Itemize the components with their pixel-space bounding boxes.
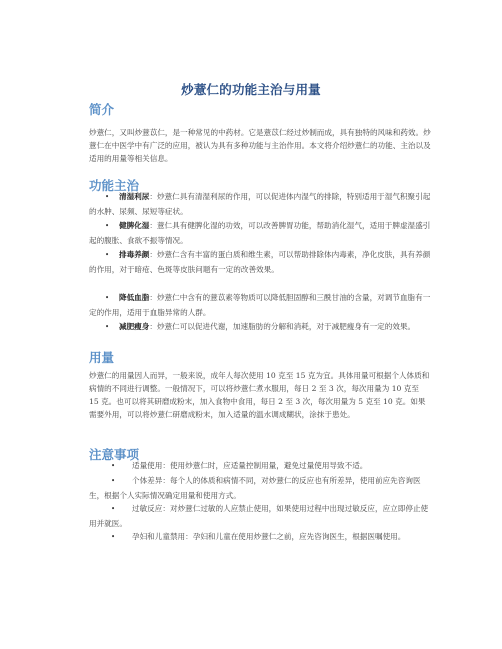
function-term: 健脾化湿	[119, 221, 150, 230]
function-text: ：炒薏仁具有清湿利尿的作用，可以促进体内湿气的排除，特别适用于湿气积聚引起的水肿、尿频、尿短等症状。	[89, 192, 431, 216]
functions-heading: 功能主治	[89, 178, 140, 193]
function-item	[89, 291, 431, 319]
function-term: 降低血脂	[119, 293, 150, 302]
note-item	[89, 530, 431, 545]
bullet-icon: •	[105, 294, 110, 302]
note-text: 个体差异：每个人的体质和病情不同，对炒薏仁的反应也有所差异，使用前应先咨询医生，根据个人实际情况确定用量和使用方式。	[89, 476, 421, 500]
document-title: 炒薏仁的功能主治与用量	[181, 82, 321, 97]
note-item	[89, 459, 431, 474]
function-term: 减肥瘦身	[119, 322, 150, 331]
bullet-icon: •	[105, 193, 110, 201]
note-text: 孕妇和儿童禁用：孕妇和儿童在使用炒薏仁之前，应先咨询医生，根据医嘱使用。	[132, 532, 406, 541]
function-item	[89, 190, 431, 218]
notes-heading: 注意事项	[89, 447, 140, 462]
function-term: 清湿利尿	[119, 192, 150, 201]
function-text: ：炒薏仁可以促进代谢，加速脂肪的分解和消耗，对于减肥瘦身有一定的效果。	[149, 322, 416, 331]
bullet-icon: •	[105, 251, 110, 259]
note-item	[89, 474, 431, 502]
intro-paragraph: 炒薏仁，又叫炒薏苡仁，是一种常见的中药材。它是薏苡仁经过炒制而成，具有独特的风味和药效。炒薏仁在中医学中有广泛的应用，被认为具有多种功能与主治作用。本文将介绍炒薏仁的功能、主治以及适用的用量等相关信息。	[89, 128, 431, 163]
function-item	[89, 219, 431, 247]
function-item	[89, 320, 431, 335]
note-item	[89, 502, 431, 530]
function-text: ：薏仁具有健脾化湿的功效，可以改善脾胃功能，帮助消化湿气，适用于脾虚湿盛引起的腹胀、食欲不振等情况。	[89, 221, 431, 245]
dosage-heading: 用量	[89, 350, 115, 365]
bullet-icon: •	[111, 533, 116, 541]
bullet-icon: •	[111, 462, 116, 470]
function-item	[89, 248, 431, 276]
function-text: ：炒薏仁含有丰富的蛋白质和维生素，可以帮助排除体内毒素，净化皮肤，具有养颜的作用，对于暗疮、色斑等皮肤问题有一定的改善效果。	[89, 250, 431, 274]
note-text: 适量使用：使用炒薏仁时，应适量控制用量，避免过量使用导致不适。	[132, 461, 368, 470]
bullet-icon: •	[111, 505, 116, 513]
bullet-icon: •	[105, 323, 110, 331]
dosage-paragraph: 炒薏仁的用量因人而异，一般来说，成年人每次使用 10 克至 15 克为宜。具体用量可根据个人体质和病情的不同进行调整。一般情况下，可以将炒薏仁煮水服用，每日 2 至 3 次，每次用量为 10 克至 15 克。也可以将其研磨成粉末，加入食物中食用，每日 2 至 3 次，每次用量为 5 克至 10 克。如果需要外用，可以将炒薏仁研磨成粉末，加入适量的温水调成糊状，涂抹于患处。	[89, 371, 430, 419]
note-text: 过敏反应：对炒薏仁过敏的人应禁止使用，如果使用过程中出现过敏反应，应立即停止使用并就医。	[89, 504, 429, 528]
bullet-icon: •	[111, 477, 116, 485]
function-text: ：炒薏仁中含有的薏苡素等物质可以降低胆固醇和三酰甘油的含量，对调节血脂有一定的作用，适用于血脂异常的人群。	[89, 293, 431, 317]
function-term: 排毒养颜	[119, 250, 150, 259]
bullet-icon: •	[105, 222, 110, 230]
intro-heading: 简介	[89, 102, 115, 117]
